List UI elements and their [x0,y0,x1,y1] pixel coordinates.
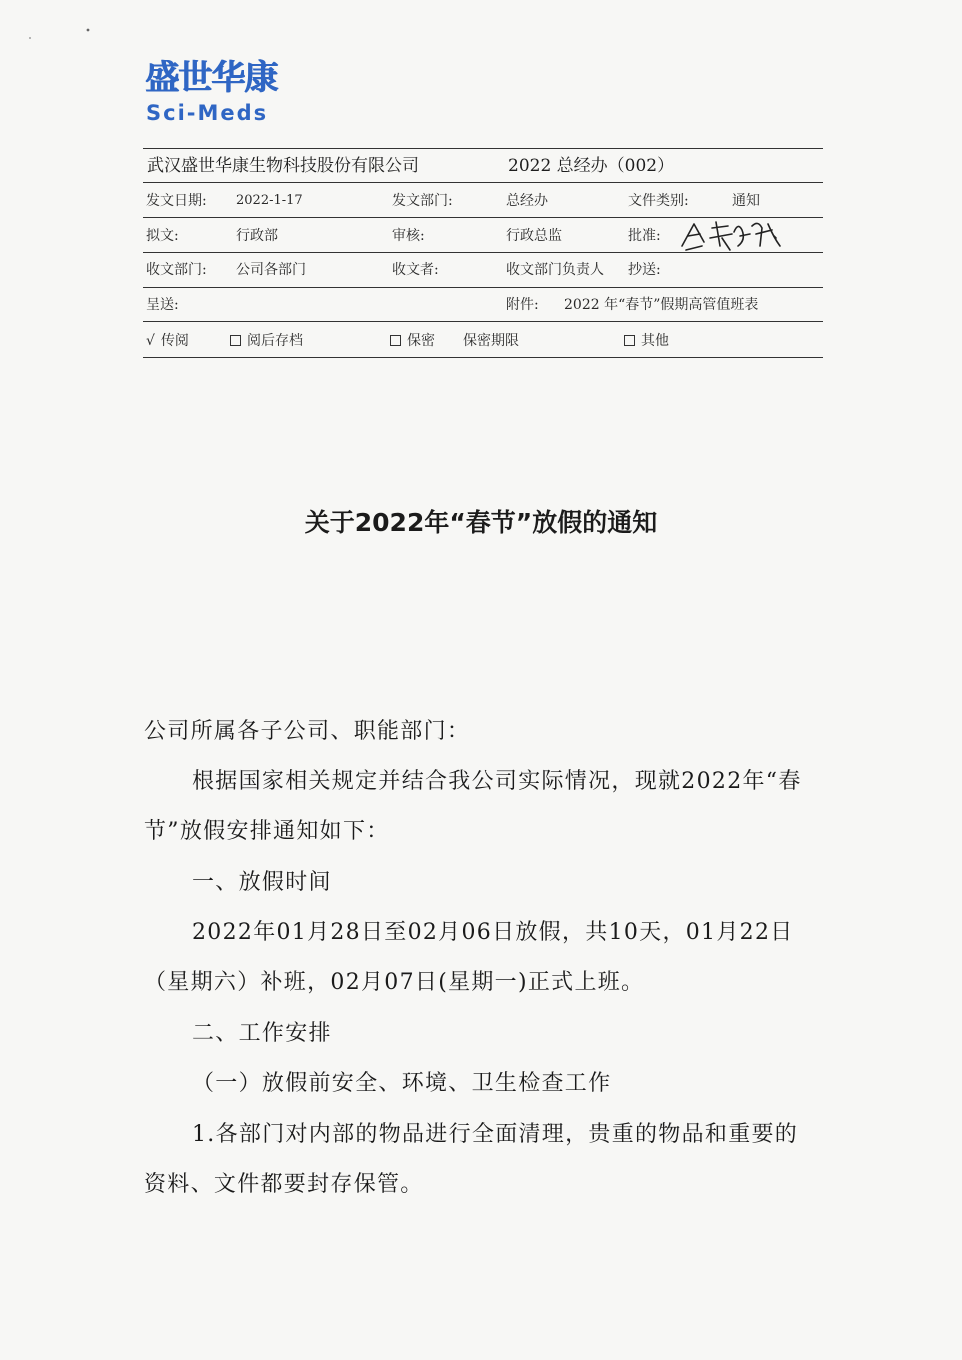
issuing-dept-value: 总经办 [506,193,548,209]
doc-type-label: 文件类别: [628,193,689,209]
checkbox-empty-icon [624,335,635,346]
circulate-label: 传阅 [160,333,189,349]
subsection-heading-inspection: （一）放假前安全、环境、卫生检查工作 [192,1071,612,1096]
circulate-option [146,332,189,350]
confidential-period-label: 保密期限 [463,333,519,349]
recipient-label: 收文者: [392,262,439,278]
archive-label: 阅后存档 [247,333,303,349]
header-rule [143,321,823,322]
attachment-label: 附件: [506,297,539,313]
section-heading-work-arrangement: 二、工作安排 [192,1021,332,1046]
company-logo-english: Sci-Meds [146,101,269,125]
issuing-dept-label: 发文部门: [392,193,453,209]
header-rule [143,182,823,183]
drafter-label: 拟文: [146,228,179,244]
paragraph-intro: 根据国家相关规定并结合我公司实际情况，现就2022年“春节”放假安排通知如下： [144,769,802,844]
recipient-value: 收文部门负责人 [506,262,604,278]
other-option [624,332,669,350]
reviewer-label: 审核: [392,228,425,244]
checkbox-empty-icon [230,335,241,346]
recipient-dept-value: 公司各部门 [236,262,306,278]
cc-label: 抄送: [628,262,661,278]
paragraph-item-1: 1.各部门对内部的物品进行全面清理，贵重的物品和重要的资料、文件都要封存保管。 [144,1122,799,1197]
header-rule [143,287,823,288]
header-rule [143,252,823,253]
checkmark-icon: √ [146,333,155,349]
salutation: 公司所属各子公司、职能部门： [144,719,471,744]
header-rule-top [143,148,823,149]
confidential-label: 保密 [407,333,435,349]
submit-to-label: 呈送: [146,297,179,313]
header-rule-bottom [143,357,823,358]
checkbox-empty-icon [390,335,401,346]
reviewer-value: 行政总监 [506,228,562,244]
drafter-value: 行政部 [236,228,278,244]
attachment-value: 2022 年“春节”假期高管值班表 [564,297,759,313]
section-heading-holiday-time: 一、放假时间 [192,870,332,895]
confidential-option [390,332,435,350]
notice-title: 关于2022年“春节”放假的通知 [304,508,658,537]
company-name: 武汉盛世华康生物科技股份有限公司 [147,156,419,176]
archive-option [230,332,303,350]
other-label: 其他 [641,333,669,349]
issue-date-label: 发文日期: [146,193,207,209]
approver-label: 批准: [628,228,661,244]
approver-signature [676,216,786,256]
company-logo-chinese: 盛世华康 [145,58,277,98]
doc-type-value: 通知 [732,193,760,209]
issue-date-value: 2022-1-17 [236,193,303,208]
paragraph-holiday-dates: 2022年01月28日至02月06日放假，共10天，01月22日（星期六）补班，02月07日(星期一)正式上班。 [144,920,794,995]
document-number: 2022 总经办（002） [508,156,675,176]
recipient-dept-label: 收文部门: [146,262,207,278]
